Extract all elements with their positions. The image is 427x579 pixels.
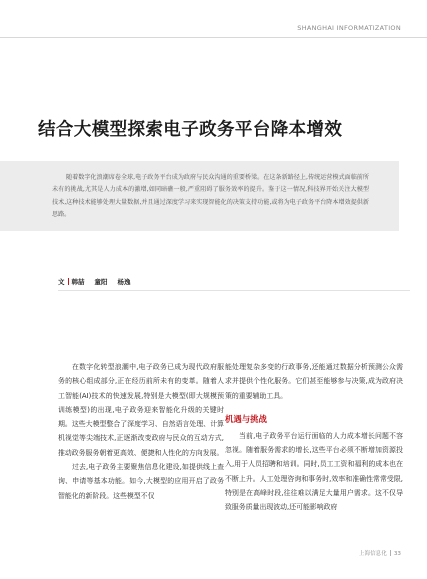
body-paragraph: 在数字化转型浪潮中,电子政务已成为现代政府服务的核心组成部分,正在经历前所未有的变革。随着人工智能(AI)技术的快速发展,特别是大模型(即大规模预训练模型)的出现,电子政务迎来智能化升级的关键时期。这些大模型整合了深度学习、自然语言处理、计算机视觉等尖端技术,正逐渐改变政府与民众的互动方式,推动政务服务朝着更高效、便捷和人性化的方向发展。	[58, 363, 224, 457]
author-name: 韩喆	[71, 278, 85, 286]
body-paragraph: 能处理复杂多变的行政事务,还能通过数据分析预测公众需求并提供个性化服务。它们甚至能够参与决策,成为政府决策的重要辅助工具。	[225, 363, 403, 400]
abstract-text: 随着数字化浪潮席卷全球,电子政务平台成为政府与民众沟通的重要桥梁。在这条新路径上,传统运营模式面临前所未有的挑战,尤其是人力成本的激增,如同暗礁一般,严重阻碍了服务效率的提升。鉴于这一情况,科技界开始关注大模型技术,这种技术能够处理大量数据,并且通过深度学习来实现智能化的决策支持功能,或将为电子政务平台降本增效提供新思路。	[52, 174, 369, 219]
body-paragraph: 过去,电子政务主要聚焦信息化建设,如提供线上查询、申请等基本功能。如今,大模型的应用开启了政务智能化的新阶段。这些模型不仅	[58, 463, 224, 500]
abstract-box	[0, 161, 399, 231]
footer-magazine: 上海信息化	[358, 551, 387, 557]
magazine-header: SHANGHAI INFORMATIZATION	[297, 24, 401, 32]
author-separator	[68, 278, 69, 285]
section-heading: 机遇与挑战	[225, 413, 267, 424]
authors-prefix: 文	[58, 278, 65, 286]
body-paragraph: 当前,电子政务平台运行面临的人力成本增长问题不容忽视。随着服务需求的增长,这些平台必须不断增加资源投入,用于人员招聘和培训。同时,员工工资和福利的成本也在不断上升。人工处理咨询和事务时,效率和准确性常常受限,特别是在高峰时段,往往难以满足大量用户需求。这不仅导致服务质量出现波动,还可能影响政府	[225, 431, 403, 512]
article-title: 结合大模型探索电子政务平台降本增效	[38, 120, 343, 140]
author-line	[58, 277, 141, 286]
footer-separator	[390, 550, 391, 556]
author-name: 杨逸	[117, 278, 131, 286]
page-footer	[359, 549, 401, 557]
author-name: 童阳	[94, 278, 108, 286]
right-column	[225, 360, 403, 515]
left-column	[58, 360, 224, 503]
page-number: 33	[393, 551, 401, 557]
author-divider	[58, 290, 410, 291]
header-divider	[0, 37, 427, 38]
